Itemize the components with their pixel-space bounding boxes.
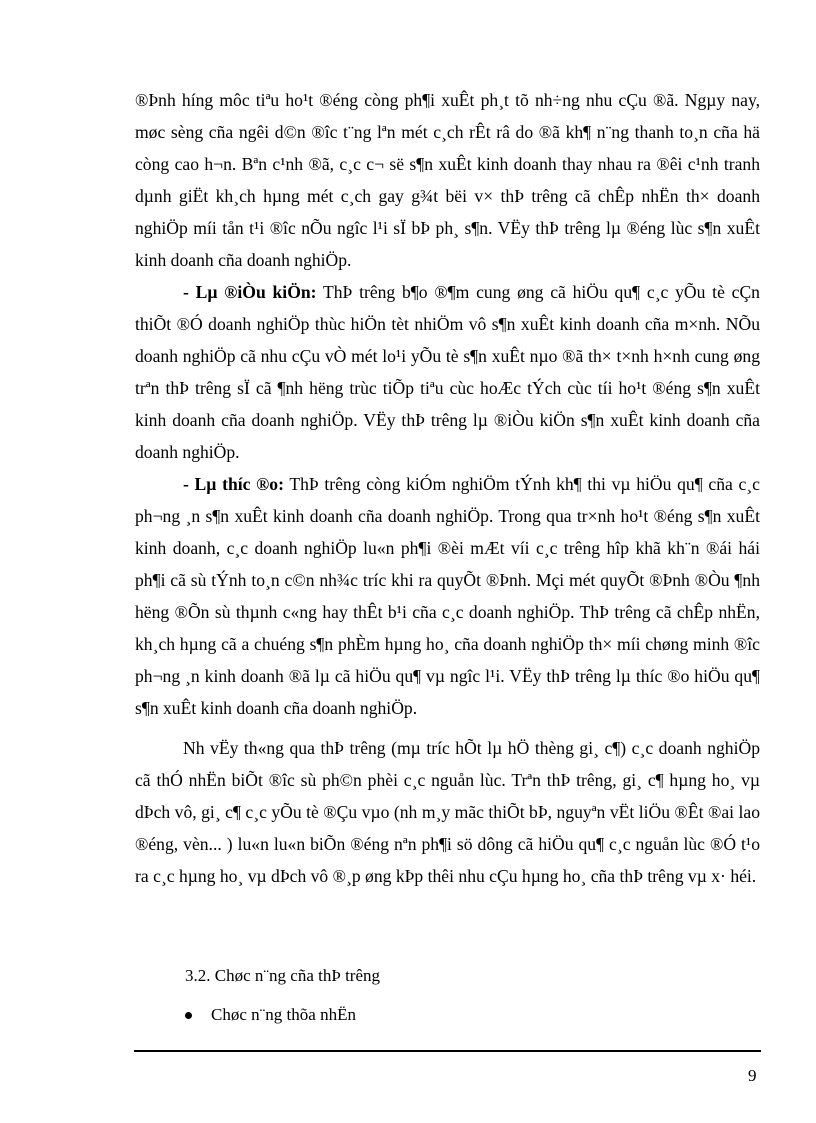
bullet-text: Chøc n¨ng thõa nhËn bbox=[211, 1005, 356, 1024]
section-heading: 3.2. Chøc n¨ng cña thÞ trêng bbox=[185, 966, 380, 985]
body-text bbox=[135, 84, 760, 892]
paragraph-text: ThÞ trêng còng kiÓm nghiÖm tÝnh kh¶ thi vµ hiÖu qu¶ cña c¸c ph¬ng ¸n s¶n xuÊt kinh doanh cña doanh nghiÖp. Trong qua tr×nh ho¹t ®éng s¶n xuÊt kinh doanh, c¸c doanh nghiÖp lu«n ph¶i ®èi mÆt víi c¸c trêng hîp khã kh¨n ®ái hái ph¶i cã sù tÝnh to¸n c©n nh¾c tríc khi ra quyÕt ®Þnh. Mçi mét quyÕt ®Þnh ®Òu ¶nh hëng ®Õn sù thµnh c«ng hay thÊt b¹i cña c¸c doanh nghiÖp. ThÞ trêng cã chÊp nhËn, kh¸ch hµng cã a chuéng s¶n phÈm hµng ho¸ cña doanh nghiÖp th× míi chøng minh ®îc ph¬ng ¸n kinh doanh ®ã lµ cã hiÖu qu¶ vµ ngîc l¹i. VËy thÞ trêng lµ thíc ®o hiÖu qu¶ s¶n xuÊt kinh doanh cña doanh nghiÖp. bbox=[135, 474, 760, 718]
paragraph-lead: - Lµ thíc ®o: bbox=[183, 474, 284, 494]
paragraph-text: Nh vËy th«ng qua thÞ trêng (mµ tríc hÕt lµ hÖ thèng gi¸ c¶) c¸c doanh nghiÖp cã thÓ nhËn biÕt ®îc sù ph©n phèi c¸c nguån lùc. Trªn thÞ trêng, gi¸ c¶ hµng ho¸ vµ dÞch vô, gi¸ c¶ c¸c yÕu tè ®Çu vµo (nh m¸y mãc thiÕt bÞ, nguyªn vËt liÖu ®Êt ®ai lao ®éng, vèn... ) lu«n lu«n biÕn ®éng nªn ph¶i sö dông cã hiÖu qu¶ c¸c nguån lùc ®Ó t¹o ra c¸c hµng ho¸ vµ dÞch vô ®¸p øng kÞp thêi nhu cÇu hµng ho¸ cña thÞ trêng vµ x· héi. bbox=[135, 738, 760, 886]
footer-rule bbox=[134, 1050, 761, 1052]
paragraph bbox=[135, 84, 760, 276]
page-number: 9 bbox=[748, 1066, 757, 1085]
paragraph bbox=[135, 468, 760, 724]
paragraph-text: ®Þnh híng môc tiªu ho¹t ®éng còng ph¶i xuÊt ph¸t tõ nh÷ng nhu cÇu ®ã. Ngµy nay, møc sèng cña ngêi d©n ®îc t¨ng lªn mét c¸ch rÊt râ do ®ã kh¶ n¨ng thanh to¸n cña hä còng cao h¬n. Bªn c¹nh ®ã, c¸c c¬ së s¶n xuÊt kinh doanh thay nhau ra ®êi c¹nh tranh dµnh giËt kh¸ch hµng mét c¸ch gay g¾t bëi v× thÞ trêng cã chÊp nhËn th× doanh nghiÖp míi tån t¹i ®îc nÕu ngîc l¹i sÏ bÞ ph¸ s¶n. VËy thÞ trêng lµ ®éng lùc s¶n xuÊt kinh doanh cña doanh nghiÖp. bbox=[135, 90, 760, 270]
paragraph-lead: - Lµ ®iÒu kiÖn: bbox=[183, 282, 317, 302]
bullet-icon bbox=[185, 1012, 192, 1019]
paragraph bbox=[135, 276, 760, 468]
bullet-item bbox=[185, 1005, 356, 1025]
paragraph-text: ThÞ trêng b¶o ®¶m cung øng cã hiÖu qu¶ c¸c yÕu tè cÇn thiÕt ®Ó doanh nghiÖp thùc hiÖn tèt nhiÖm vô s¶n xuÊt kinh doanh cña m×nh. NÕu doanh nghiÖp cã nhu cÇu vÒ mét lo¹i yÕu tè s¶n xuÊt nµo ®ã th× t×nh h×nh cung øng trªn thÞ trêng sÏ cã ¶nh hëng trùc tiÕp tiªu cùc hoÆc tÝch cùc tíi ho¹t ®éng s¶n xuÊt kinh doanh cña doanh nghiÖp. VËy thÞ trêng lµ ®iÒu kiÖn s¶n xuÊt kinh doanh cña doanh nghiÖp. bbox=[135, 282, 760, 462]
paragraph bbox=[135, 732, 760, 892]
